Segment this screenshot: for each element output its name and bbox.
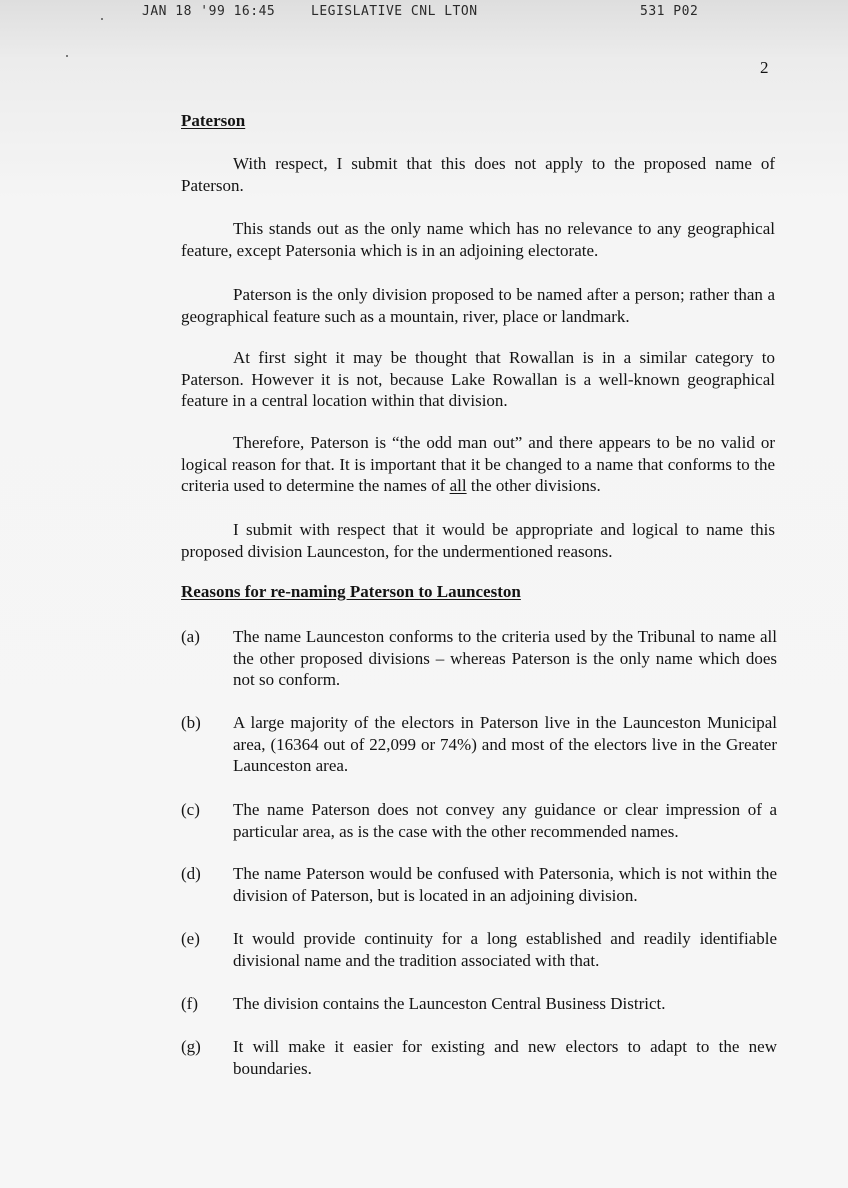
paragraph-text: Therefore, Paterson is “the odd man out” and there appears to be no valid or logical reason for that. It is important that it be changed to a name that conforms to the criteria used to determine the names of <box>181 433 775 495</box>
fax-header-sender: LEGISLATIVE CNL LTON <box>311 4 478 19</box>
fax-header-date: JAN 18 '99 16:45 <box>142 4 276 19</box>
section-heading-reasons: Reasons for re-naming Paterson to Launceston <box>181 582 521 601</box>
reason-label: (c) <box>181 800 200 819</box>
reason-label: (e) <box>181 929 200 948</box>
paragraph-odd-man-out <box>181 432 775 497</box>
reason-text: The name Launceston conforms to the criteria used by the Tribunal to name all the other proposed divisions – whereas Paterson is the only name which does not so conform. <box>233 627 777 689</box>
reason-text: The name Paterson would be confused with Patersonia, which is not within the division of Paterson, but is located in an adjoining division. <box>233 864 777 905</box>
reason-text: It will make it easier for existing and new electors to adapt to the new boundaries. <box>233 1037 777 1078</box>
reason-label: (b) <box>181 713 201 732</box>
paragraph: I submit with respect that it would be appropriate and logical to name this proposed division Launceston, for the undermentioned reasons. <box>181 520 775 561</box>
reason-text: The name Paterson does not convey any guidance or clear impression of a particular area, as is the case with the other recommended names. <box>233 800 777 841</box>
paragraph: This stands out as the only name which has no relevance to any geographical feature, except Patersonia which is in an adjoining electorate. <box>181 219 775 260</box>
paragraph-text: the other divisions. <box>466 476 601 495</box>
section-heading-paterson: Paterson <box>181 111 246 130</box>
reason-label: (f) <box>181 994 198 1013</box>
scan-speck <box>66 55 68 57</box>
paragraph: With respect, I submit that this does not apply to the proposed name of Paterson. <box>181 154 775 195</box>
paragraph: Paterson is the only division proposed to be named after a person; rather than a geographical feature such as a mountain, river, place or landmark. <box>181 285 775 326</box>
reason-label: (g) <box>181 1037 201 1056</box>
fax-header-page-code: 531 P02 <box>640 4 699 19</box>
underlined-word: all <box>449 476 467 495</box>
reason-text: It would provide continuity for a long established and readily identifiable divisional name and the tradition associated with that. <box>233 929 777 970</box>
reason-label: (d) <box>181 864 201 883</box>
scan-speck <box>101 18 103 20</box>
page-number: 2 <box>760 58 769 77</box>
reason-text: A large majority of the electors in Paterson live in the Launceston Municipal area, (16364 out of 22,099 or 74%) and most of the electors live in the Greater Launceston area. <box>233 713 777 775</box>
paragraph: At first sight it may be thought that Rowallan is in a similar category to Paterson. However it is not, because Lake Rowallan is a well-known geographical feature in a central location within that division. <box>181 348 775 410</box>
reason-text: The division contains the Launceston Central Business District. <box>233 994 666 1013</box>
reason-label: (a) <box>181 627 200 646</box>
